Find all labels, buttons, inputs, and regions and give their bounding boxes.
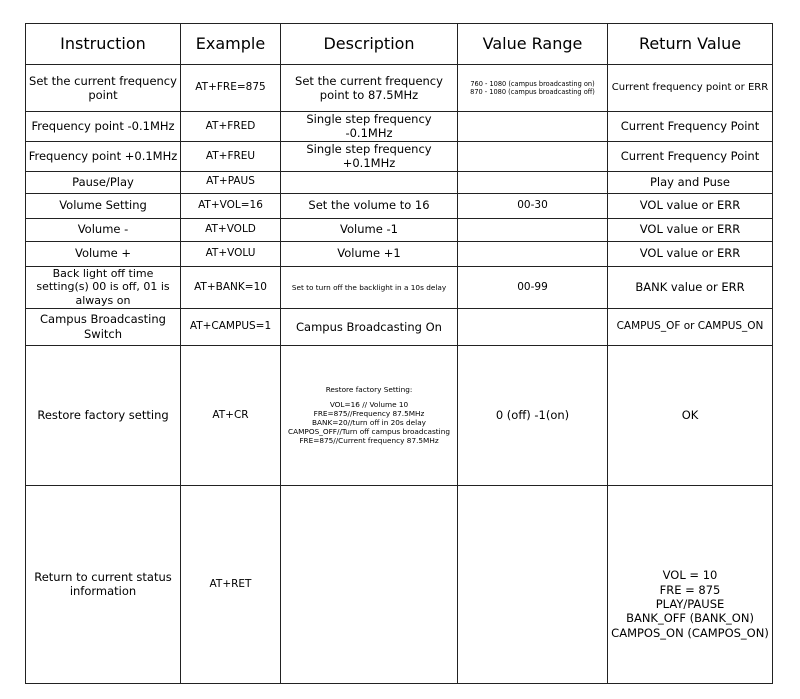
status-line: CAMPOS_ON (CAMPOS_ON) bbox=[611, 625, 769, 640]
range-line: 760 - 1080 (campus broadcasting on) bbox=[470, 79, 595, 88]
cell-instruction: Frequency point -0.1MHz bbox=[26, 112, 181, 142]
restore-line: VOL=16 // Volume 10 bbox=[329, 400, 409, 410]
cell-instruction: Restore factory setting bbox=[26, 345, 181, 485]
cell-example: AT+VOL=16 bbox=[181, 193, 281, 218]
cell-instruction: Pause/Play bbox=[26, 171, 181, 193]
cell-instruction: Back light off time setting(s) 00 is off, 01 is always on bbox=[26, 266, 181, 308]
cell-example: AT+FRE=875 bbox=[181, 65, 281, 112]
cell-example: AT+CAMPUS=1 bbox=[181, 308, 281, 345]
cell-description: Set the current frequency point to 87.5MHz bbox=[281, 65, 458, 112]
cell-value-range bbox=[458, 218, 608, 241]
cell-description bbox=[281, 485, 458, 683]
restore-line: FRE=875//Current frequency 87.5MHz bbox=[299, 436, 439, 446]
cell-example: AT+RET bbox=[181, 485, 281, 683]
table-row bbox=[26, 266, 773, 308]
table-row bbox=[26, 218, 773, 241]
cell-return: Play and Puse bbox=[608, 171, 773, 193]
restore-line: CAMPOS_OFF//Turn off campus broadcasting bbox=[288, 427, 450, 437]
status-line: VOL = 10 bbox=[662, 568, 718, 583]
restore-line: BANK=20//turn off in 20s delay bbox=[312, 418, 426, 428]
cell-instruction: Volume + bbox=[26, 241, 181, 266]
cell-description bbox=[281, 171, 458, 193]
cell-return: BANK value or ERR bbox=[608, 266, 773, 308]
cell-value-range bbox=[458, 241, 608, 266]
cell-description: Set the volume to 16 bbox=[281, 193, 458, 218]
cell-value-range bbox=[458, 141, 608, 171]
cell-description bbox=[281, 345, 458, 485]
cell-return bbox=[608, 485, 773, 683]
cell-instruction: Frequency point +0.1MHz bbox=[26, 141, 181, 171]
cell-value-range: 0 (off) -1(on) bbox=[458, 345, 608, 485]
cell-value-range bbox=[458, 308, 608, 345]
cell-return: VOL value or ERR bbox=[608, 241, 773, 266]
cell-example: AT+FRED bbox=[181, 112, 281, 142]
cell-example: AT+VOLD bbox=[181, 218, 281, 241]
cell-value-range: 00-99 bbox=[458, 266, 608, 308]
cell-return: VOL value or ERR bbox=[608, 218, 773, 241]
restore-title: Restore factory Setting: bbox=[325, 384, 413, 394]
cell-return: CAMPUS_OF or CAMPUS_ON bbox=[608, 308, 773, 345]
table-row bbox=[26, 485, 773, 683]
cell-value-range bbox=[458, 171, 608, 193]
cell-instruction: Return to current status information bbox=[26, 485, 181, 683]
cell-description: Volume -1 bbox=[281, 218, 458, 241]
cell-description: Volume +1 bbox=[281, 241, 458, 266]
cell-value-range bbox=[458, 65, 608, 112]
cell-description: Set to turn off the backlight in a 10s delay bbox=[281, 266, 458, 308]
table-row bbox=[26, 193, 773, 218]
table-row bbox=[26, 241, 773, 266]
cell-value-range bbox=[458, 485, 608, 683]
cell-example: AT+BANK=10 bbox=[181, 266, 281, 308]
cell-description: Single step frequency +0.1MHz bbox=[281, 141, 458, 171]
cell-instruction: Campus Broadcasting Switch bbox=[26, 308, 181, 345]
table-row bbox=[26, 112, 773, 142]
cell-return: Current Frequency Point bbox=[608, 141, 773, 171]
header-example: Example bbox=[181, 24, 281, 65]
table-row bbox=[26, 141, 773, 171]
table-row bbox=[26, 345, 773, 485]
cell-example: AT+FREU bbox=[181, 141, 281, 171]
cell-value-range bbox=[458, 112, 608, 142]
status-line: BANK_OFF (BANK_ON) bbox=[626, 611, 754, 626]
range-line: 870 - 1080 (campus broadcasting off) bbox=[470, 88, 595, 96]
cell-example: AT+PAUS bbox=[181, 171, 281, 193]
cell-description: Campus Broadcasting On bbox=[281, 308, 458, 345]
table-row bbox=[26, 308, 773, 345]
cell-return: OK bbox=[608, 345, 773, 485]
table-row bbox=[26, 65, 773, 112]
cell-value-range: 00-30 bbox=[458, 193, 608, 218]
cell-instruction: Volume Setting bbox=[26, 193, 181, 218]
cell-return: Current Frequency Point bbox=[608, 112, 773, 142]
cell-description: Single step frequency -0.1MHz bbox=[281, 112, 458, 142]
table-row bbox=[26, 171, 773, 193]
cell-return: Current frequency point or ERR bbox=[608, 65, 773, 112]
restore-line: FRE=875//Frequency 87.5MHz bbox=[313, 409, 425, 419]
header-instruction: Instruction bbox=[26, 24, 181, 65]
status-line: PLAY/PAUSE bbox=[655, 597, 725, 612]
status-line: FRE = 875 bbox=[659, 582, 721, 597]
cell-example: AT+VOLU bbox=[181, 241, 281, 266]
command-table bbox=[25, 23, 773, 684]
header-value-range: Value Range bbox=[458, 24, 608, 65]
header-row bbox=[26, 24, 773, 65]
header-return-value: Return Value bbox=[608, 24, 773, 65]
cell-instruction: Volume - bbox=[26, 218, 181, 241]
header-description: Description bbox=[281, 24, 458, 65]
cell-example: AT+CR bbox=[181, 345, 281, 485]
cell-return: VOL value or ERR bbox=[608, 193, 773, 218]
cell-instruction: Set the current frequency point bbox=[26, 65, 181, 112]
